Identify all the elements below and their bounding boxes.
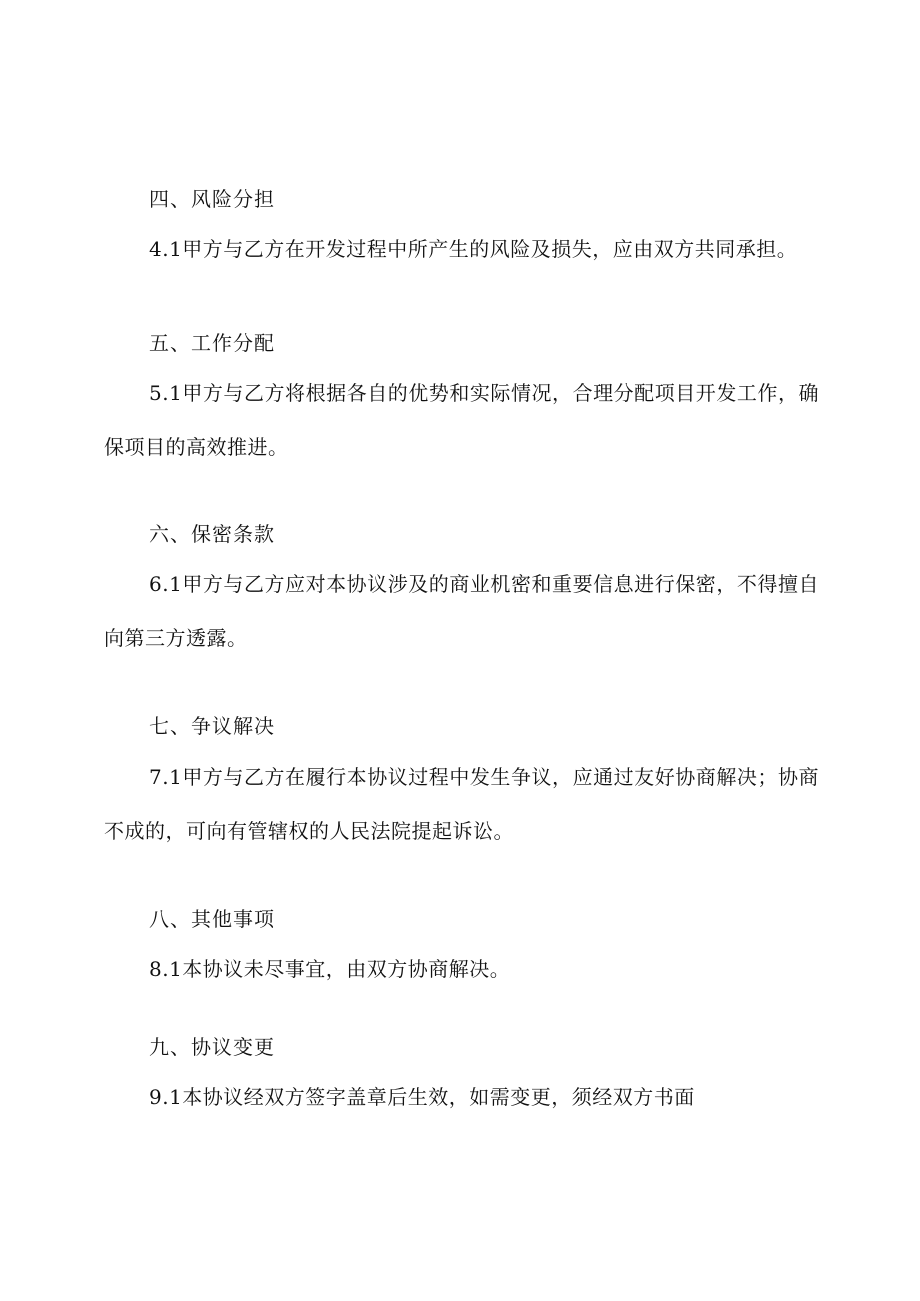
section-heading-amendment: 九、协议变更 bbox=[149, 1035, 275, 1059]
section-heading-confidentiality: 六、保密条款 bbox=[149, 522, 275, 546]
section-body-dispute: 7.1甲方与乙方在履行本协议过程中发生争议，应通过友好协商解决；协商不成的，可向有管辖权的人民法院提起诉讼。 bbox=[104, 765, 819, 843]
section-heading-risk: 四、风险分担 bbox=[149, 187, 275, 211]
section-body-amendment: 9.1本协议经双方签字盖章后生效，如需变更，须经双方书面 bbox=[149, 1085, 695, 1109]
section-body-risk: 4.1甲方与乙方在开发过程中所产生的风险及损失，应由双方共同承担。 bbox=[149, 237, 798, 261]
section-body-confidentiality: 6.1甲方与乙方应对本协议涉及的商业机密和重要信息进行保密，不得擅自向第三方透露。 bbox=[104, 572, 819, 650]
section-heading-work: 五、工作分配 bbox=[149, 331, 275, 355]
section-body-work: 5.1甲方与乙方将根据各自的优势和实际情况，合理分配项目开发工作，确保项目的高效推进。 bbox=[104, 381, 819, 459]
section-heading-dispute: 七、争议解决 bbox=[149, 714, 275, 738]
section-heading-other: 八、其他事项 bbox=[149, 907, 275, 931]
section-body-other: 8.1本协议未尽事宜，由双方协商解决。 bbox=[149, 957, 511, 981]
